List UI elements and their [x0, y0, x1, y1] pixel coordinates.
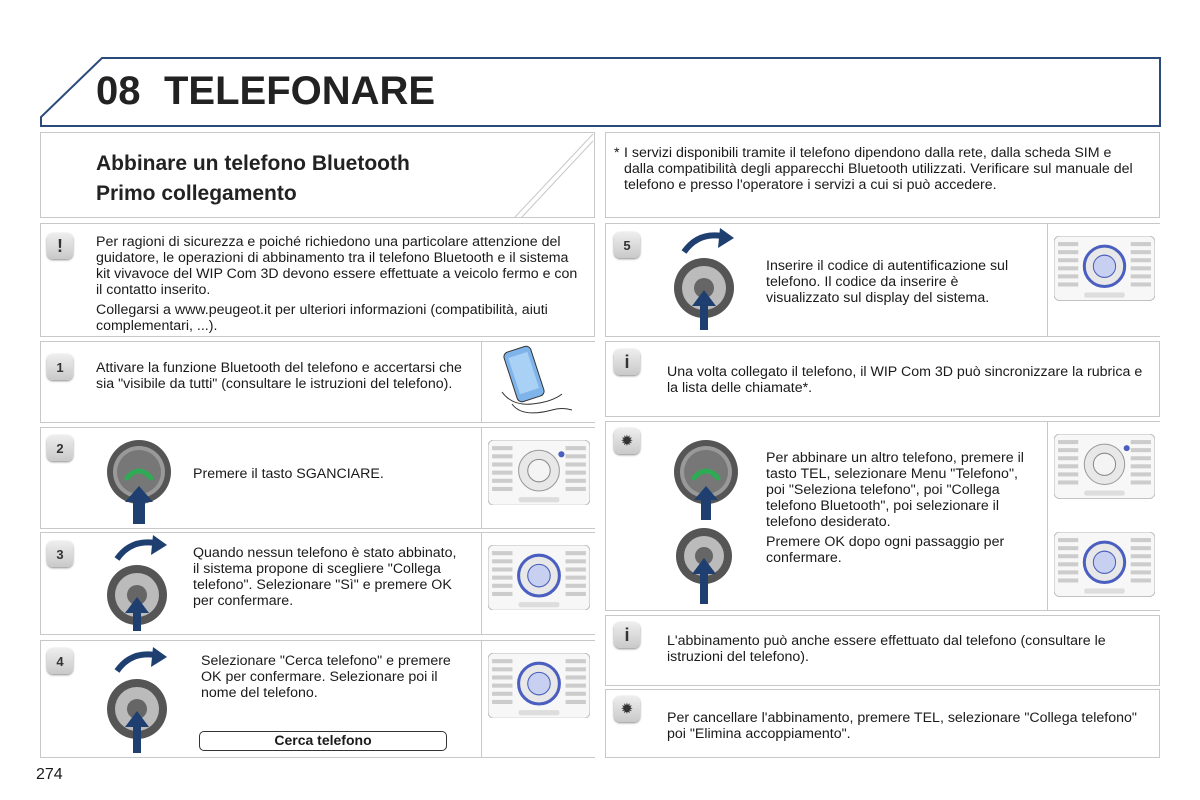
- footnote-star: *: [614, 145, 620, 161]
- chapter-number: 08: [96, 69, 141, 113]
- section-title-line1: Abbinare un telefono Bluetooth: [96, 152, 410, 175]
- rotary-knob-illustration: [103, 643, 187, 755]
- info-text: L'abbinamento può anche essere effettuato dal telefono (consultare le istruzioni del telefono).: [667, 633, 1106, 665]
- console-illustration: [481, 641, 596, 757]
- rotary-knob-illustration: [672, 526, 744, 610]
- phone-call-button-illustration: [670, 436, 742, 522]
- section-title-line2: Primo collegamento: [96, 182, 297, 205]
- warning-box: [40, 223, 595, 337]
- info-box-sync: [605, 341, 1160, 417]
- step-4-box: [40, 640, 595, 758]
- screen-label-cerca-telefono: Cerca telefono: [199, 731, 447, 751]
- chapter-title: TELEFONARE: [164, 69, 436, 113]
- step-5-box: [605, 223, 1160, 337]
- info-box-pair-from-phone: [605, 615, 1160, 686]
- step-text: Premere il tasto SGANCIARE.: [193, 466, 384, 482]
- phone-call-button-illustration: [103, 436, 175, 526]
- step-text: Selezionare "Cerca telefono" e premere OK per confermare. Selezionare poi il nome del telefono.: [201, 653, 451, 701]
- chapter-header: [40, 57, 1161, 127]
- exclamation-icon: !: [47, 233, 73, 259]
- warning-text: [96, 234, 586, 334]
- step-number-badge: 5: [614, 232, 640, 258]
- info-text: Una volta collegato il telefono, il WIP Com 3D può sincronizzare la rubrica e la lista delle chiamate*.: [667, 364, 1143, 396]
- phone-hand-illustration: [481, 342, 596, 422]
- step-3-box: [40, 532, 595, 635]
- tip-box-delete-pairing: [605, 689, 1160, 758]
- section-title-box: [40, 132, 595, 218]
- warning-para1: Per ragioni di sicurezza e poiché richiedono una particolare attenzione del guidatore, le operazioni di abbinamento tra il telefono Bluetooth e il sistema kit vivavoce del WIP Com 3D devono essere effettuate a veicolo fermo e con il contatto inserito.: [96, 234, 578, 298]
- step-1-box: [40, 341, 595, 423]
- step-number-badge: 4: [47, 648, 73, 674]
- sun-icon: ✹: [614, 428, 640, 454]
- step-number-badge: 2: [47, 435, 73, 461]
- footnote-text: I servizi disponibili tramite il telefono dipendono dalla rete, dalla scheda SIM e dalla compatibilità degli apparecchi Bluetooth utilizzati. Verificare sul manuale del telefono e presso l'operatore i servizi a cui si può accedere.: [624, 145, 1133, 193]
- step-text: Inserire il codice di autentificazione sul telefono. Il codice da inserire è visualizzato sul display del sistema.: [766, 258, 1009, 306]
- info-icon: i: [614, 622, 640, 648]
- footnote-box: [605, 132, 1160, 218]
- step-number-badge: 1: [47, 354, 73, 380]
- rotary-knob-illustration: [670, 226, 754, 334]
- console-illustration: [1047, 224, 1161, 336]
- console-illustration: [481, 533, 596, 634]
- sun-icon: ✹: [614, 696, 640, 722]
- tip-para1: Per abbinare un altro telefono, premere il tasto TEL, selezionare Menu "Telefono", poi "Seleziona telefono", poi "Collega telefono Bluetooth", poi selezionare il telefono desiderato.: [766, 450, 1024, 530]
- page-number: 274: [36, 766, 63, 783]
- tip-text: [766, 450, 1036, 566]
- console-illustration: [481, 428, 596, 528]
- console-illustration: [1047, 422, 1161, 520]
- step-2-box: [40, 427, 595, 529]
- rotary-knob-illustration: [103, 533, 187, 633]
- info-icon: i: [614, 349, 640, 375]
- step-number-badge: 3: [47, 541, 73, 567]
- console-illustration: [1047, 520, 1161, 610]
- tip-box-another-phone: [605, 421, 1160, 611]
- tip-text: Per cancellare l'abbinamento, premere TEL, selezionare "Collega telefono" poi "Elimina accoppiamento".: [667, 710, 1137, 742]
- section-title: [96, 149, 410, 209]
- warning-para2: Collegarsi a www.peugeot.it per ulteriori informazioni (compatibilità, aiuti complementari, ...).: [96, 302, 548, 334]
- step-text: Quando nessun telefono è stato abbinato, il sistema propone di scegliere "Collega telefono". Selezionare "Sì" e premere OK per confermare.: [193, 545, 457, 609]
- tip-para2: Premere OK dopo ogni passaggio per confermare.: [766, 534, 1005, 566]
- step-text: Attivare la funzione Bluetooth del telefono e accertarsi che sia "visibile da tutti" (consultare le istruzioni del telefono).: [96, 360, 462, 392]
